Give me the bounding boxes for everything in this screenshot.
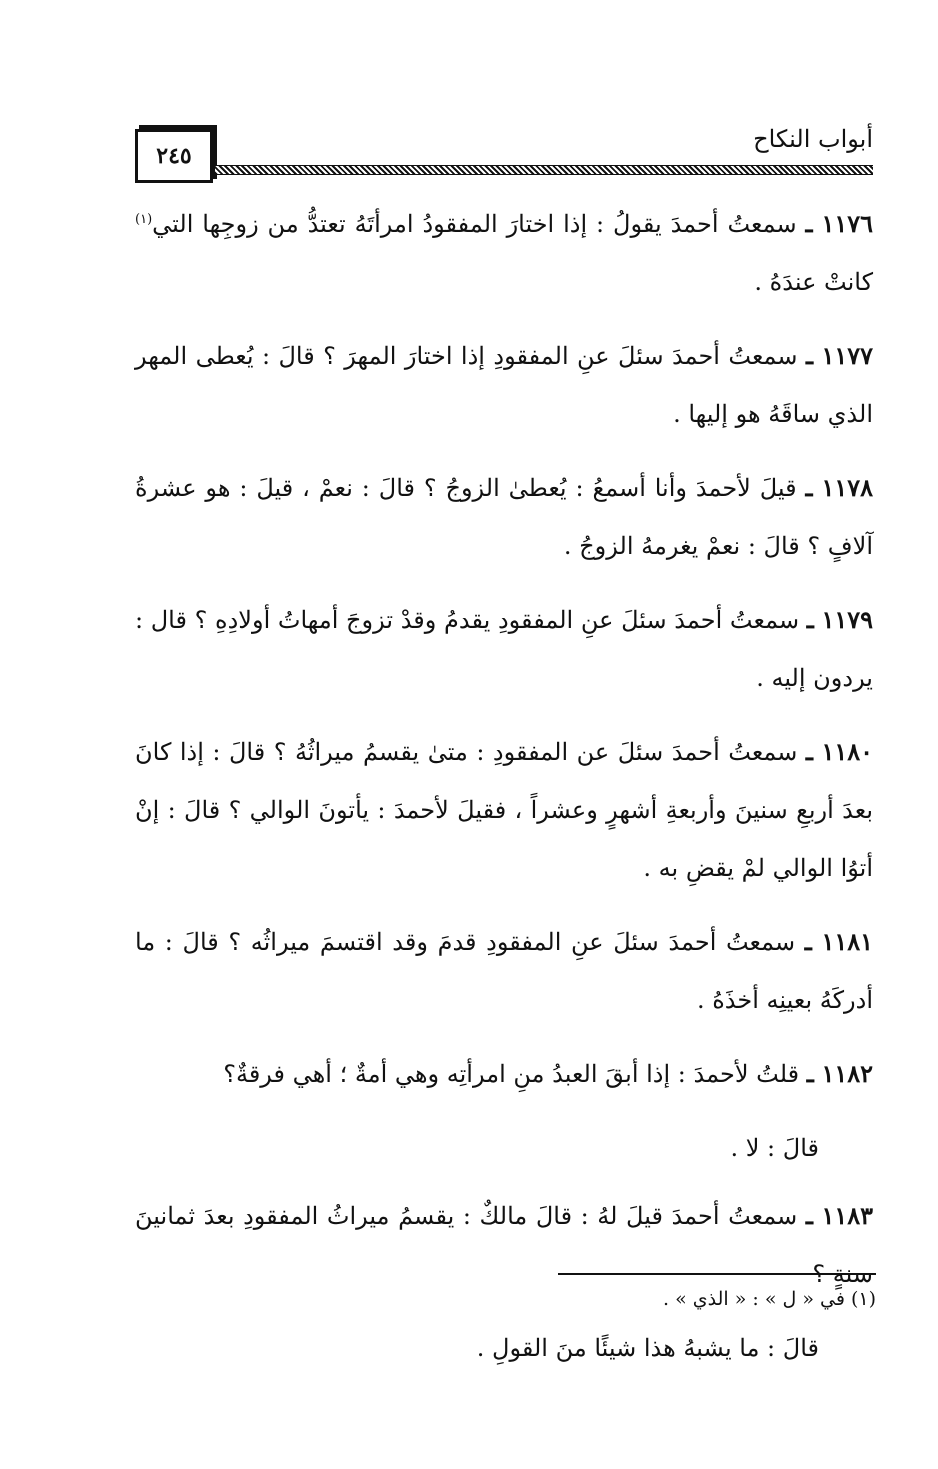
entry-number: ١١٨٢	[821, 1059, 873, 1088]
paragraph-1176	[135, 195, 873, 311]
entry-number: ١١٨٣	[821, 1201, 873, 1230]
entry-dash: ـ	[805, 1201, 813, 1230]
footnote-marker: (١)	[135, 212, 153, 227]
entry-dash: ـ	[805, 473, 813, 502]
paragraph-1183	[135, 1187, 873, 1303]
paragraph-text: قلتُ لأحمدَ : إذا أبقَ العبدُ منِ امرأتِه وهي أمةٌ ؛ أهي فرقةٌ؟	[223, 1060, 800, 1088]
paragraph-text: قالَ : لا .	[730, 1134, 819, 1162]
running-title: أبواب النكاح	[753, 125, 873, 153]
paragraph-text: قيلَ لأحمدَ وأنا أسمعُ : يُعطىٰ الزوجُ ؟ قالَ : نعمْ ، قيلَ : هو عشرةُ آلافٍ ؟ قالَ : نعمْ يغرمهُ الزوجُ .	[135, 474, 873, 560]
paragraph-text-cont: كانتْ عندَهُ .	[754, 268, 873, 296]
body-text	[135, 195, 873, 1387]
paragraph-text: سمعتُ أحمدَ سئلَ عن المفقودِ : متىٰ يقسمُ ميراثُهُ ؟ قالَ : إذا كانَ بعدَ أربعِ سنينَ وأربعةِ أشهرٍ وعشراً ، فقيلَ لأحمدَ : يأتونَ الوالي ؟ قالَ : إنْ أتوُا الوالي لمْ يقضِ به .	[135, 738, 873, 882]
footnote: (١) في « ل » : « الذي » .	[663, 1288, 876, 1310]
paragraph-1182	[135, 1045, 873, 1103]
page-number: ٢٤٥	[156, 143, 192, 169]
paragraph-1179	[135, 591, 873, 707]
paragraph-text: سمعتُ أحمدَ سئلَ عنِ المفقودِ قدمَ وقد اقتسمَ ميراثُه ؟ قالَ : ما أدركَهُ بعينِه أخذَهُ .	[135, 928, 873, 1014]
paragraph-text: قالَ : ما يشبهُ هذا شيئًا منَ القولِ .	[476, 1334, 819, 1362]
header-rule	[215, 165, 873, 175]
paragraph-text: سمعتُ أحمدَ قيلَ لهُ : قالَ مالكٌ : يقسمُ ميراثُ المفقودِ بعدَ ثمانينَ سنةٍ ؟	[135, 1202, 873, 1288]
paragraph-1181	[135, 913, 873, 1029]
page-header	[135, 125, 873, 180]
entry-number: ١١٧٩	[821, 605, 873, 634]
entry-number: ١١٧٦	[821, 209, 873, 238]
paragraph-text: سمعتُ أحمدَ سئلَ عنِ المفقودِ إذا اختارَ المهرَ ؟ قالَ : يُعطى المهر الذي ساقَهُ هو إليها .	[135, 342, 873, 428]
paragraph-text: سمعتُ أحمدَ يقولُ : إذا اختارَ المفقودُ امرأتَهُ تعتدُّ من زوجِها التي	[152, 210, 797, 238]
paragraph-text: سمعتُ أحمدَ سئلَ عنِ المفقودِ يقدمُ وقدْ تزوجَ أمهاتُ أولادِهِ ؟ قال : يردون إليه .	[135, 606, 873, 692]
page-number-box	[135, 129, 213, 183]
footnote-rule	[558, 1273, 876, 1275]
entry-number: ١١٧٧	[821, 341, 873, 370]
entry-number: ١١٨١	[821, 927, 873, 956]
entry-dash: ـ	[805, 737, 813, 766]
entry-number: ١١٨٠	[821, 737, 873, 766]
entry-number: ١١٧٨	[821, 473, 874, 502]
paragraph-1178	[135, 459, 873, 575]
entry-dash: ـ	[806, 1059, 814, 1088]
entry-dash: ـ	[805, 209, 813, 238]
paragraph-1177	[135, 327, 873, 443]
entry-dash: ـ	[805, 341, 813, 370]
paragraph-answer-1182	[135, 1119, 873, 1177]
entry-dash: ـ	[804, 927, 812, 956]
entry-dash: ـ	[806, 605, 814, 634]
paragraph-answer-1183	[135, 1319, 873, 1377]
paragraph-1180	[135, 723, 873, 897]
